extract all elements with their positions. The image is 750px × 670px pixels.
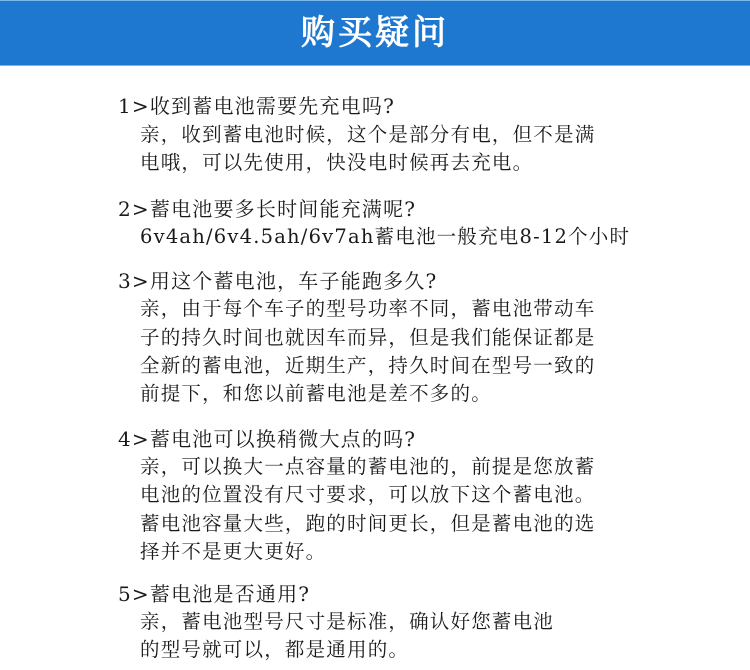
faq-answer-4-line-3: 蓄电池容量大些，跑的时间更长，但是蓄电池的选 — [140, 512, 596, 535]
faq-question-4: 4>蓄电池可以换稍微大点的吗? — [118, 427, 417, 451]
faq-question-2: 2>蓄电池要多长时间能充满呢? — [118, 197, 417, 221]
faq-answer-2-line-1: 6v4ah/6v4.5ah/6v7ah蓄电池一般充电8-12个小时 — [140, 225, 631, 248]
faq-answer-5-line-1: 亲，蓄电池型号尺寸是标准，确认好您蓄电池 — [140, 610, 555, 633]
faq-answer-3-line-4: 前提下，和您以前蓄电池是差不多的。 — [140, 382, 492, 405]
faq-answer-4-line-4: 择并不是更大更好。 — [140, 540, 327, 563]
faq-question-1: 1>收到蓄电池需要先充电吗? — [118, 94, 396, 118]
faq-answer-1-line-1: 亲，收到蓄电池时候，这个是部分有电，但不是满 — [140, 123, 596, 146]
faq-answer-3-line-2: 子的持久时间也就因车而异，但是我们能保证都是 — [140, 326, 596, 349]
faq-answer-5-line-2: 的型号就可以，都是通用的。 — [140, 638, 410, 661]
faq-answer-4-line-1: 亲，可以换大一点容量的蓄电池的，前提是您放蓄 — [140, 455, 596, 478]
faq-answer-4-line-2: 电池的位置没有尺寸要求，可以放下这个蓄电池。 — [140, 483, 596, 506]
faq-answer-1-line-2: 电哦，可以先使用，快没电时候再去充电。 — [140, 151, 534, 174]
page-title: 购买疑问 — [301, 13, 449, 53]
faq-answer-3-line-1: 亲，由于每个车子的型号功率不同，蓄电池带动车 — [140, 297, 596, 320]
faq-question-3: 3>用这个蓄电池，车子能跑多久? — [118, 269, 438, 293]
faq-question-5: 5>蓄电池是否通用? — [118, 582, 311, 606]
faq-answer-3-line-3: 全新的蓄电池，近期生产，持久时间在型号一致的 — [140, 354, 596, 377]
